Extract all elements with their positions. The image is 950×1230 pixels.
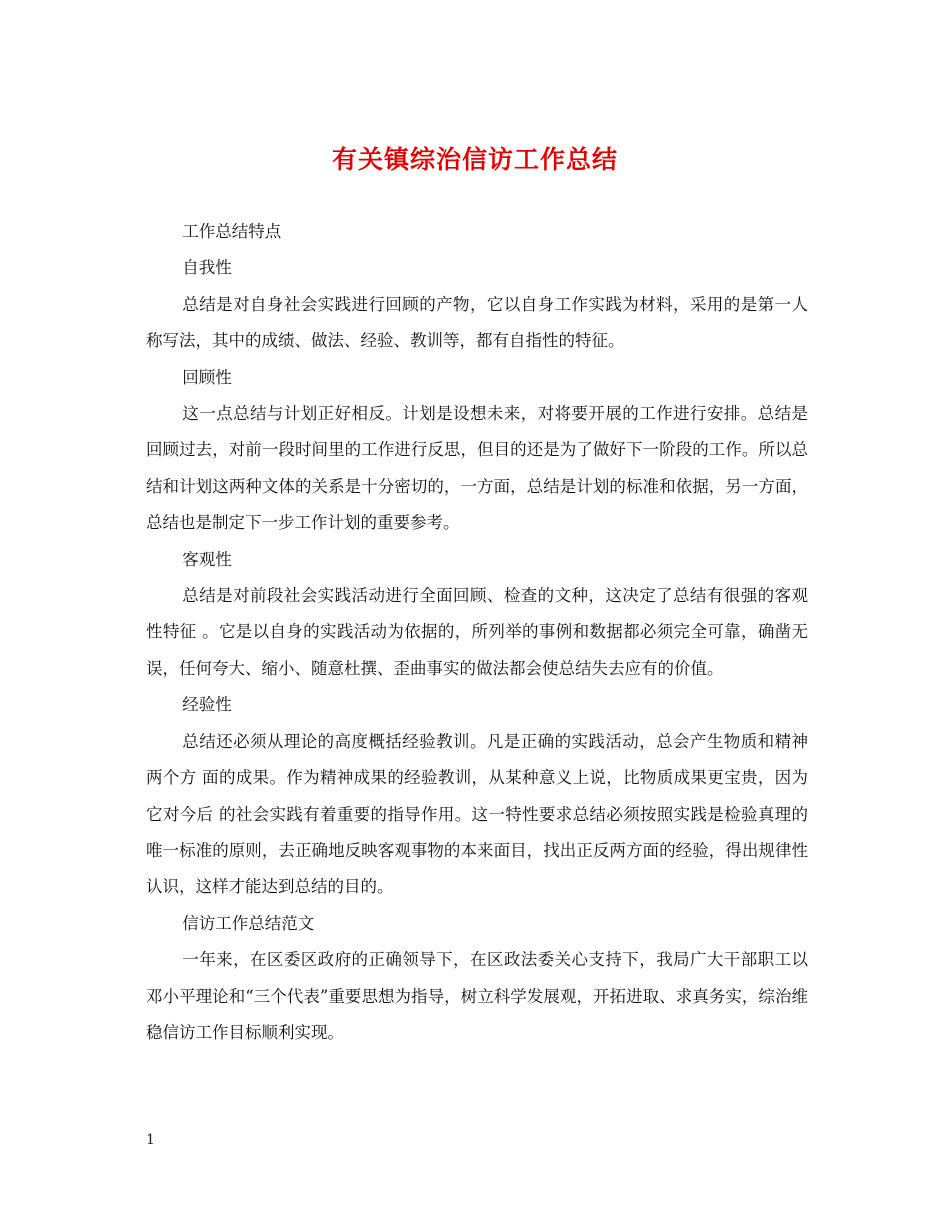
paragraph-objective: 总结是对前段社会实践活动进行全面回顾、检查的文种，这决定了总结有很强的客观性特征 。它是以自身的实践活动为依据的，所列举的事例和数据都必须完全可靠，确凿无误，任何夸大、缩小、随意杜撰、歪曲事实的做法都会使总结失去应有的价值。 [146, 586, 808, 678]
paragraph-self: 总结是对自身社会实践进行回顾的产物，它以自身工作实践为材料，采用的是第一人称写法，其中的成绩、做法、经验、教训等，都有自指性的特征。 [146, 294, 808, 351]
paragraph-review: 这一点总结与计划正好相反。计划是设想未来，对将要开展的工作进行安排。总结是回顾过去，对前一段时间里的工作进行反思，但目的还是为了做好下一阶段的工作。所以总结和计划这两种文体的关系是十分密切的，一方面，总结是计划的标准和依据，另一方面，总结也是制定下一步工作计划的重要参考。 [146, 404, 808, 533]
section-heading-experience: 经验性 [182, 695, 232, 715]
section-heading-review: 回顾性 [182, 367, 232, 387]
document-body [146, 214, 808, 1051]
section-heading-sample: 信访工作总结范文 [182, 913, 315, 933]
section-heading-objective: 客观性 [182, 549, 232, 569]
section-heading-self: 自我性 [182, 258, 232, 278]
section-heading-features: 工作总结特点 [182, 222, 282, 241]
paragraph-experience: 总结还必须从理论的高度概括经验教训。凡是正确的实践活动，总会产生物质和精神两个方 面的成果。作为精神成果的经验教训，从某种意义上说，比物质成果更宝贵，因为它对今后 的社会实践有着重要的指导作用。这一特性要求总结必须按照实践是检验真理的唯一标准的原则，去正确地反映客观事物的本来面目，找出正反两方面的经验，得出规律性认识，这样才能达到总结的目的。 [146, 731, 808, 897]
document-title: 有关镇综治信访工作总结 [331, 145, 618, 174]
page-number: 1 [146, 1132, 155, 1148]
paragraph-sample: 一年来，在区委区政府的正确领导下，在区政法委关心支持下，我局广大干部职工以邓小平理论和“三个代表”重要思想为指导，树立科学发展观，开拓进取、求真务实，综治维稳信访工作目标顺利实现。 [146, 950, 808, 1042]
